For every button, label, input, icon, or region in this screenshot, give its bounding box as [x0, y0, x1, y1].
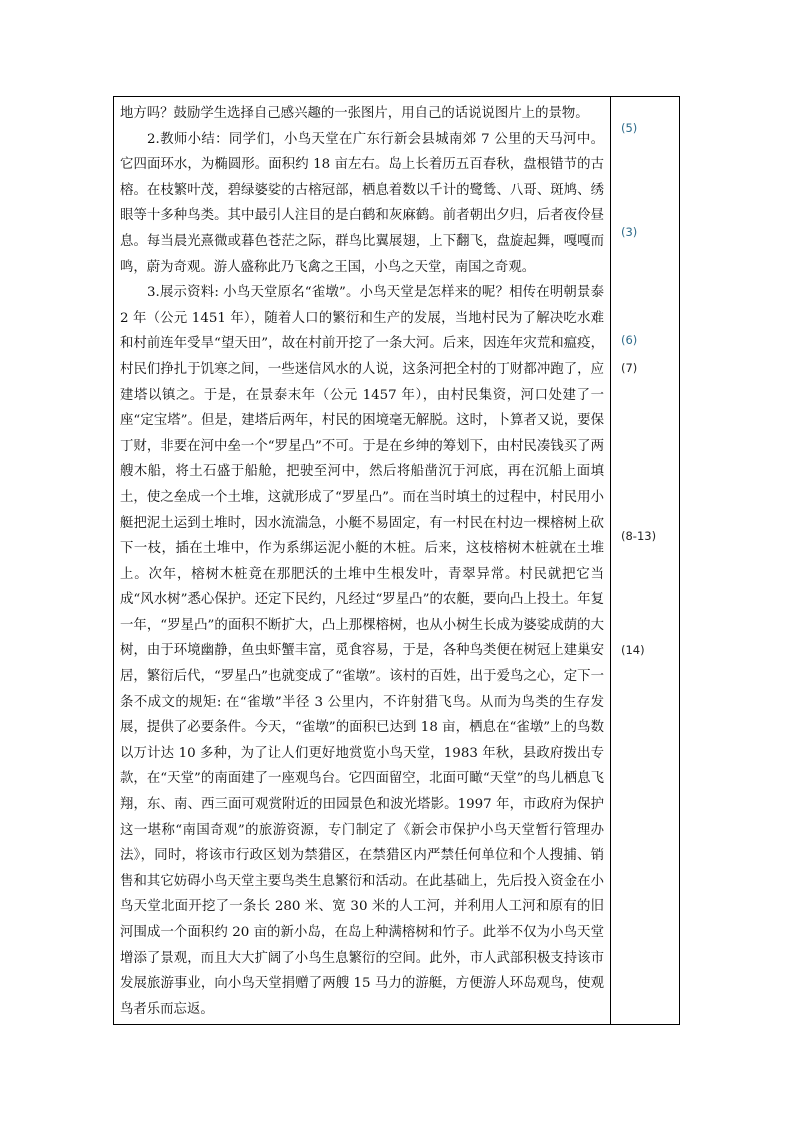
lesson-table — [113, 96, 680, 1025]
paragraph-teacher-summary: 2.教师小结：同学们，小鸟天堂在广东行新会县城南郊 7 公里的天马河中。它四面环水，为椭圆形。面积约 18 亩左右。岛上长着历五百春秋，盘根错节的古榕。在枝繁叶茂，碧绿婆娑的古榕冠部，栖息着数以千计的鹭鸶、八哥、斑鸠、绣眼等十多种鸟类。其中最引人注目的是白鹤和灰麻鹤。前者朝出夕归，后者夜伶昼息。每当晨光熹微或暮色苍茫之际，群鸟比翼展翅，上下翻飞，盘旋起舞，嘎嘎而鸣，蔚为奇观。游人盛称此乃飞禽之王国，小鸟之天堂，南国之奇观。 — [120, 131, 604, 275]
margin-note: (8-13) — [621, 529, 657, 543]
lesson-text-cell — [120, 101, 604, 1022]
margin-note: (14) — [621, 643, 645, 657]
margin-note: (5) — [621, 121, 638, 135]
margin-note: (3) — [621, 225, 638, 239]
margin-note: (6) — [621, 333, 638, 347]
notes-cell — [611, 97, 679, 1024]
paragraph-intro: 地方吗？鼓励学生选择自己感兴趣的一张图片，用自己的话说说图片上的景物。 — [120, 106, 589, 121]
paragraph-materials: 3.展示资料: 小鸟天堂原名“雀墩”。小鸟天堂是怎样来的呢？相传在明朝景泰 2 年（公元 1451 年），随着人口的繁衍和生产的发展，当地村民为了解决吃水难和村前连年受旱“望天田”，故在村前开挖了一条大河。后来，因连年灾荒和瘟疫，村民们挣扎于饥寒之间，一些迷信风水的人说，这条河把全村的丁财都冲跑了，应建塔以镇之。于是，在景泰末年（公元 1457 年），由村民集资，河口处建了一座“定宝塔”。但是，建塔后两年，村民的困境毫无解脱。这时，卜算者又说，要保丁财，非要在河中垒一个“罗星凸”不可。于是在乡绅的筹划下，由村民凑钱买了两艘木船，将土石盛于船舱，把驶至河中，然后将船凿沉于河底，再在沉船上面填土，使之垒成一个土堆，这就形成了“罗星凸”。而在当时填土的过程中，村民用小艇把泥土运到土堆时，因水流湍急，小艇不易固定，有一村民在村边一棵榕树上砍下一枝，插在土堆中，作为系绑运泥小艇的木桩。后来，这枝榕树木桩就在土堆上。次年，榕树木桩竟在那肥沃的土堆中生根发叶，青翠异常。村民就把它当成“风水树”悉心保护。还定下民约，凡经过“罗星凸”的农艇，要向凸上投土。年复一年，“罗星凸”的面积不断扩大，凸上那棵榕树，也从小树生长成为婆娑成荫的大树，由于环境幽静，鱼虫虾蟹丰富，觅食容易，于是，各种鸟类便在树冠上建巢安居，繁衍后代，“罗星凸”也就变成了“雀墩”。该村的百姓，出于爱鸟之心，定下一条不成文的规矩: 在“雀墩”半径 3 公里内，不许射猎飞鸟。从而为鸟类的生存发展，提供了必要条件。今天，“雀墩”的面积已达到 18 亩，栖息在“雀墩”上的鸟数以万计达 10 多种，为了让人们更好地赏览小鸟天堂，1983 年秋，县政府拨出专款，在“天堂”的南面建了一座观鸟台。它四面留空，北面可瞰“天堂”的鸟儿栖息飞翔，东、南、西三面可观赏附近的田园景色和波光塔影。1997 年，市政府为保护这一堪称“南国奇观”的旅游资源，专门制定了《新会市保护小鸟天堂暂行管理办法》，同时，将该市行政区划为禁猎区，在禁猎区内严禁任何单位和个人搜捕、销售和其它妨碍小鸟天堂主要鸟类生息繁衍和活动。在此基础上，先后投入资金在小鸟天堂北面开挖了一条长 280 米、宽 30 米的人工河，并利用人工河和原有的旧河围成一个面积约 20 亩的新小岛，在岛上种满榕树和竹子。此举不仅为小鸟天堂增添了景观，而且大大扩阔了小鸟生息繁衍的空间。此外，市人武部积极支持该市发展旅游事业，向小鸟天堂捐赠了两艘 15 马力的游艇，方便游人环岛观鸟，使观鸟者乐而忘返。 — [120, 285, 604, 1017]
margin-note: (7) — [621, 361, 638, 375]
